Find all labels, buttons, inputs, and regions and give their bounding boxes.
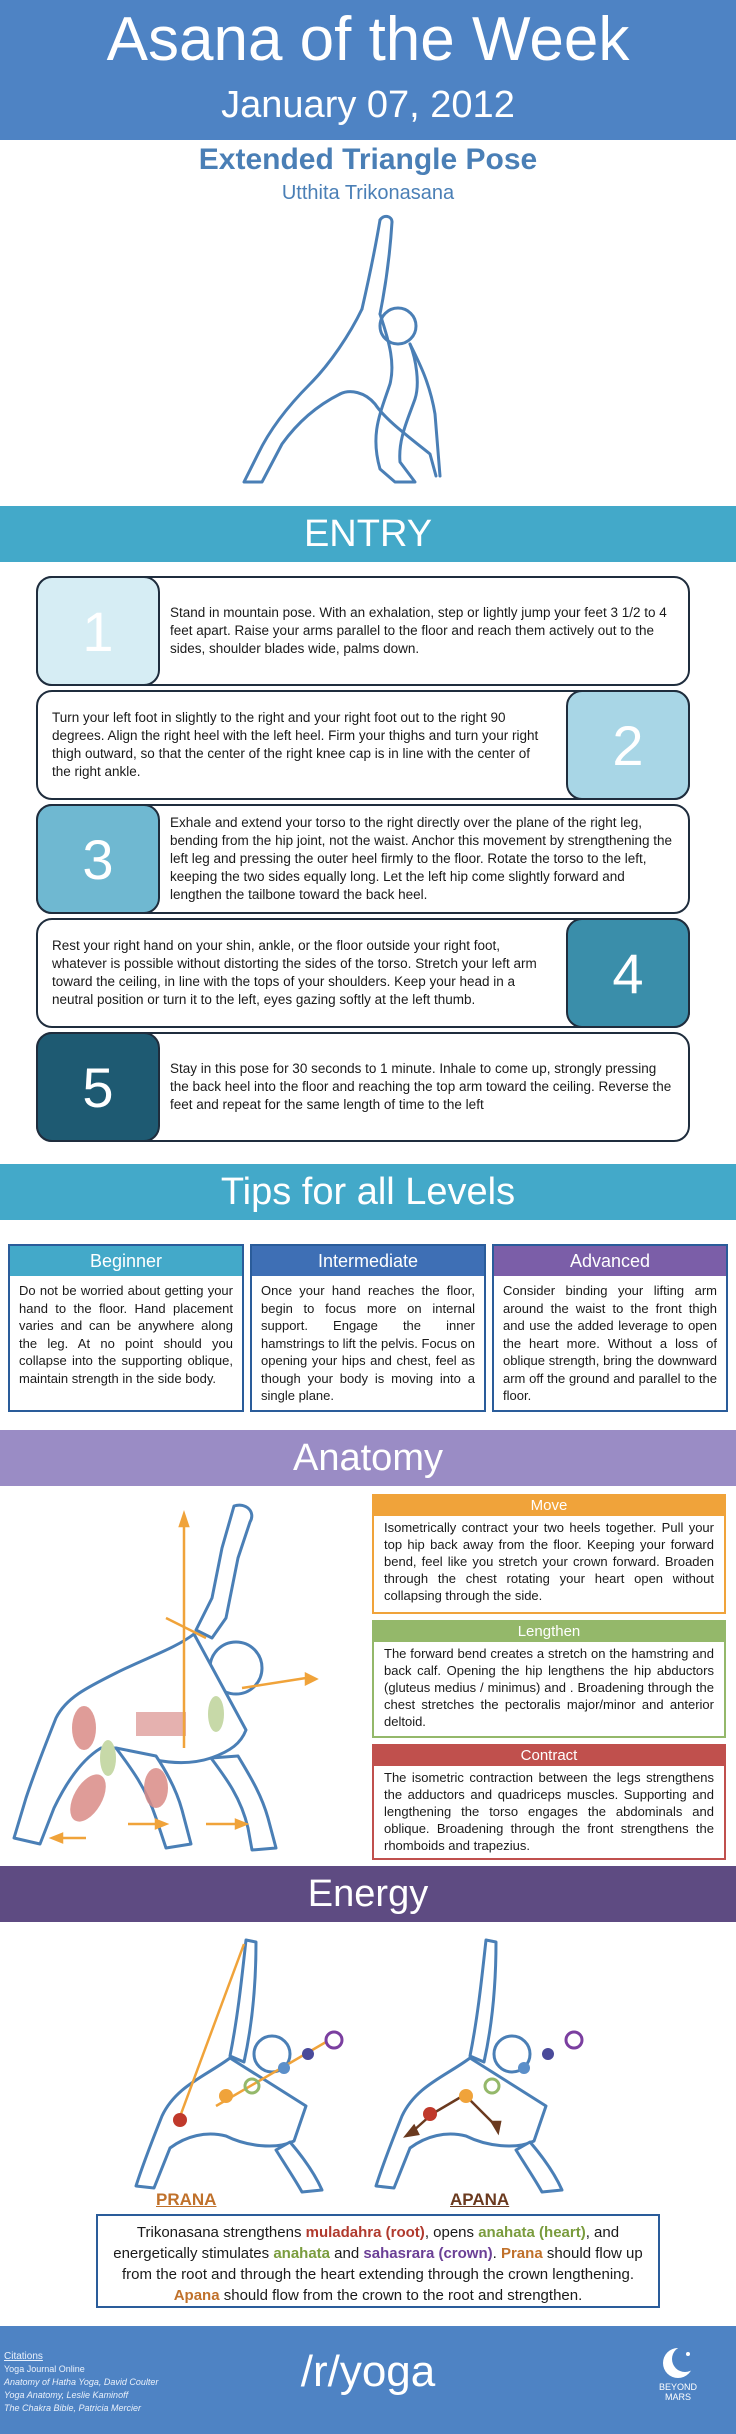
anatomy-text: The forward bend creates a stretch on the hamstring and back calf. Opening the hip lengthens the hip abductors (gluteus medius / minimus) and . Broadening through the chest stretches the pectoralis major/minor and anterior deltoid. <box>384 1646 714 1729</box>
energy-text: should flow from the crown to the root and strengthen. <box>219 2287 583 2304</box>
step-number: 3 <box>36 804 160 914</box>
energy-text: . <box>492 2245 501 2262</box>
tips-banner: Tips for all Levels <box>0 1164 736 1220</box>
anatomy-banner: Anatomy <box>0 1430 736 1486</box>
energy-description <box>96 2214 660 2308</box>
anatomy-heading: Move <box>374 1496 724 1516</box>
prana-word: Prana <box>500 2245 543 2262</box>
entry-step-5 <box>36 1032 690 1142</box>
step-text: Turn your left foot in slightly to the right and your right foot out to the right 90 degrees. Align the right heel with the left heel. Firm your thighs and turn your right thigh outward, so that the center of the right knee cap is in line with the center of the right ankle. <box>52 710 539 779</box>
tip-text: Once your hand reaches the floor, begin to focus more on internal support. Engage the inner hamstrings to lift the pelvis. Focus on opening your hips and chest, feel as though your body is moving into a single plane. <box>261 1283 475 1403</box>
entry-banner: ENTRY <box>0 506 736 562</box>
subreddit-label[interactable]: /r/yoga <box>300 2347 436 2396</box>
step-number: 1 <box>36 576 160 686</box>
prana-figure <box>126 1936 366 2196</box>
page-title: Asana of the Week <box>106 5 630 74</box>
citation-item: Anatomy of Hatha Yoga, David Coulter <box>4 2377 159 2387</box>
logo-text: BEYOND MARS <box>658 2382 697 2402</box>
pose-sanskrit: Utthita Trikonasana <box>281 182 455 204</box>
tip-advanced <box>492 1244 728 1412</box>
beyond-mars-logo <box>648 2346 708 2402</box>
entry-step-3 <box>36 804 690 914</box>
energy-text: and <box>330 2245 364 2262</box>
citation-item: Yoga Anatomy, Leslie Kaminoff <box>4 2390 129 2400</box>
triangle-pose-figure <box>230 214 470 496</box>
apana-word: Apana <box>173 2287 220 2304</box>
chakra-heart: anahata (heart) <box>478 2224 586 2241</box>
entry-step-2 <box>36 690 690 800</box>
chakra-crown: sahasrara (crown) <box>363 2245 493 2262</box>
entry-step-1 <box>36 576 690 686</box>
step-text: Stand in mountain pose. With an exhalation, step or lightly jump your feet 3 1/2 to 4 feet apart. Raise your arms parallel to the floor and reach them actively out to the sides, shoulder blades wide, palms down. <box>170 605 667 656</box>
step-number: 4 <box>566 918 690 1028</box>
step-number: 2 <box>566 690 690 800</box>
anatomy-contract <box>372 1744 726 1860</box>
header-banner <box>0 0 736 140</box>
tip-heading: Beginner <box>10 1246 242 1276</box>
anatomy-heading: Lengthen <box>374 1622 724 1642</box>
tip-intermediate <box>250 1244 486 1412</box>
citation-item: The Chakra Bible, Patricia Mercier <box>4 2403 142 2413</box>
apana-figure <box>366 1936 606 2196</box>
step-text: Rest your right hand on your shin, ankle, or the floor outside your right foot, whatever is possible without distorting the sides of the torso. Stretch your left arm toward the ceiling, in line with the tops of your shoulders. Keep your head in a neutral position or turn it to the left, eyes gazing softly at the left thumb. <box>52 938 537 1007</box>
anatomy-text: Isometrically contract your two heels together. Pull your top hip back away from the floor. Keeping your forward bend, feel like you stretch your crown forward. Broaden through the chest rotating your heart open without collapsing through the side. <box>384 1520 714 1603</box>
tip-text: Do not be worried about getting your hand to the floor. Hand placement varies and can be anywhere along the leg. At no point should you collapse into the supporting oblique, maintain strength in the side body. <box>19 1283 233 1386</box>
apana-label: APANA <box>450 2190 510 2209</box>
pose-name: Extended Triangle Pose <box>198 143 538 176</box>
anatomy-move <box>372 1494 726 1614</box>
anatomy-heading: Contract <box>374 1746 724 1766</box>
chakra-root: muladahra (root) <box>305 2224 425 2241</box>
entry-step-4 <box>36 918 690 1028</box>
energy-text: , opens <box>424 2224 479 2241</box>
citations-title[interactable]: Citations <box>4 2351 43 2362</box>
energy-text: , and energetically stimulates <box>113 2224 620 2262</box>
step-text: Stay in this pose for 30 seconds to 1 minute. Inhale to come up, strongly pressing the back heel into the floor and reaching the top arm toward the ceiling. Reverse the feet and repeat for the same length of time to the left <box>170 1061 672 1112</box>
anatomy-lengthen <box>372 1620 726 1738</box>
energy-text: Trikonasana strengthens <box>136 2224 306 2241</box>
crescent-moon-icon <box>658 2346 698 2380</box>
energy-banner: Energy <box>0 1866 736 1922</box>
tip-beginner <box>8 1244 244 1412</box>
anatomy-text: The isometric contraction between the legs strengthens the adductors and quadriceps muscles. Supporting and lengthening the torso engages the abdominals and oblique. Broadening through the front strengthens the rhomboids and trapezius. <box>384 1770 714 1853</box>
tip-text: Consider binding your lifting arm around the waist to the front thigh and use the added leverage to open the heart more. Without a loss of oblique strength, bring the downward arm off the ground and parallel to the floor. <box>503 1283 717 1403</box>
anatomy-figure <box>6 1498 366 1860</box>
step-number: 5 <box>36 1032 160 1142</box>
tip-heading: Advanced <box>494 1246 726 1276</box>
chakra-anahata: anahata <box>273 2245 331 2262</box>
citation-item: Yoga Journal Online <box>4 2364 85 2374</box>
page-date: January 07, 2012 <box>221 84 515 126</box>
energy-text: should flow up from the root and through the heart extending through the crown lengthening. <box>121 2245 643 2283</box>
tip-heading: Intermediate <box>252 1246 484 1276</box>
step-text: Exhale and extend your torso to the right directly over the plane of the right leg, bending from the hip joint, not the waist. Anchor this movement by strengthening the left leg and pressing the outer heel firmly to the floor. Rotate the torso to the left, keeping the two sides equally long. Let the left hip come slightly forward and lengthen the tailbone toward the back heel. <box>170 815 673 902</box>
prana-label: PRANA <box>156 2190 217 2209</box>
